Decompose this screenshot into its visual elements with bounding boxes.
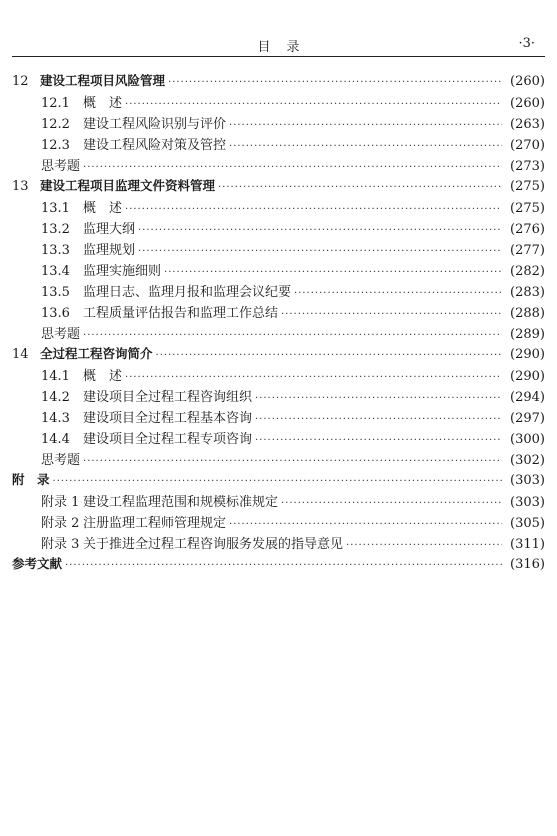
toc-entry-page: (294) <box>510 390 545 405</box>
toc-entry-page: (300) <box>510 432 545 447</box>
toc-section-entry[interactable] <box>12 239 545 260</box>
dot-leader <box>229 120 502 131</box>
toc-entry-page: (275) <box>510 201 545 216</box>
dot-leader <box>138 246 502 257</box>
toc-entry-page: (290) <box>510 347 545 362</box>
toc-entry-number: 14.4 <box>41 432 70 447</box>
dot-leader <box>346 540 502 551</box>
toc-chapter-entry[interactable] <box>12 71 545 92</box>
toc-chapter-entry[interactable] <box>12 554 545 575</box>
toc-chapter-entry[interactable] <box>12 176 545 197</box>
toc-entry-title: 思考题 <box>41 327 81 342</box>
toc-section-entry[interactable] <box>12 533 545 554</box>
dot-leader <box>168 77 502 88</box>
toc-entry-title: 建设项目全过程工程咨询组织 <box>83 390 253 405</box>
toc-section-entry[interactable] <box>12 428 545 449</box>
toc-section-entry[interactable] <box>12 449 545 470</box>
toc-section-entry[interactable] <box>12 134 545 155</box>
toc-section-entry[interactable] <box>12 512 545 533</box>
toc-entry-page: (273) <box>510 159 545 174</box>
toc-entry-page: (297) <box>510 411 545 426</box>
toc-entry-number: 12.2 <box>41 117 70 132</box>
toc-entry-number: 14 <box>12 347 29 362</box>
toc-section-entry[interactable] <box>12 365 545 386</box>
toc-section-entry[interactable] <box>12 302 545 323</box>
toc-entry-title: 关于推进全过程工程咨询服务发展的指导意见 <box>83 537 344 552</box>
table-of-contents <box>12 71 545 575</box>
page-number: ·3· <box>518 36 535 51</box>
toc-entry-page: (260) <box>510 74 545 89</box>
toc-section-entry[interactable] <box>12 260 545 281</box>
dot-leader <box>83 162 502 173</box>
running-header <box>12 34 545 57</box>
dot-leader <box>125 372 502 383</box>
toc-entry-title: 监理大纲 <box>83 222 136 237</box>
toc-entry-number: 14.1 <box>41 369 70 384</box>
toc-entry-title: 思考题 <box>41 159 81 174</box>
toc-entry-title: 监理规划 <box>83 243 136 258</box>
toc-entry-number: 12 <box>12 74 29 89</box>
toc-chapter-entry[interactable] <box>12 344 545 365</box>
dot-leader <box>218 182 502 193</box>
toc-entry-title: 建设项目全过程工程基本咨询 <box>83 411 253 426</box>
dot-leader <box>125 204 502 215</box>
toc-entry-number: 13 <box>12 179 29 194</box>
toc-entry-title: 注册监理工程师管理规定 <box>83 516 227 531</box>
toc-entry-page: (302) <box>510 453 545 468</box>
toc-entry-number: 14.2 <box>41 390 70 405</box>
toc-section-entry[interactable] <box>12 197 545 218</box>
toc-entry-page: (311) <box>510 537 545 552</box>
dot-leader <box>255 414 502 425</box>
toc-section-entry[interactable] <box>12 281 545 302</box>
dot-leader <box>65 560 502 571</box>
toc-entry-page: (263) <box>510 117 545 132</box>
toc-entry-title: 建设工程风险对策及管控 <box>83 138 227 153</box>
toc-entry-number: 12.1 <box>41 96 70 111</box>
toc-entry-title: 监理实施细则 <box>83 264 162 279</box>
toc-entry-page: (283) <box>510 285 545 300</box>
toc-section-entry[interactable] <box>12 491 545 512</box>
toc-entry-page: (275) <box>510 179 545 194</box>
dot-leader <box>164 267 502 278</box>
toc-entry-page: (303) <box>510 473 545 488</box>
dot-leader <box>255 435 502 446</box>
toc-entry-page: (282) <box>510 264 545 279</box>
toc-section-entry[interactable] <box>12 92 545 113</box>
dot-leader <box>255 393 502 404</box>
toc-entry-number: 13.2 <box>41 222 70 237</box>
toc-entry-number: 14.3 <box>41 411 70 426</box>
toc-entry-number: 12.3 <box>41 138 70 153</box>
toc-entry-number: 13.4 <box>41 264 70 279</box>
toc-entry-title: 参考文献 <box>12 556 63 571</box>
dot-leader <box>281 498 502 509</box>
toc-entry-title: 建设工程项目监理文件资料管理 <box>40 178 216 193</box>
toc-section-entry[interactable] <box>12 407 545 428</box>
toc-entry-title: 建设工程监理范围和规模标准规定 <box>83 495 279 510</box>
toc-entry-title: 工程质量评估报告和监理工作总结 <box>83 306 279 321</box>
dot-leader <box>83 456 502 467</box>
dot-leader <box>156 350 502 361</box>
toc-entry-page: (305) <box>510 516 545 531</box>
dot-leader <box>83 330 502 341</box>
title-char-1: 目 <box>257 40 271 55</box>
toc-entry-title: 概 述 <box>83 96 123 111</box>
toc-entry-number: 附录 2 <box>41 516 80 531</box>
toc-entry-number: 附录 1 <box>41 495 80 510</box>
toc-entry-number: 13.1 <box>41 201 70 216</box>
dot-leader <box>53 476 502 487</box>
toc-entry-page: (303) <box>510 495 545 510</box>
toc-section-entry[interactable] <box>12 386 545 407</box>
toc-section-entry[interactable] <box>12 218 545 239</box>
toc-entry-page: (290) <box>510 369 545 384</box>
page-title <box>12 36 545 55</box>
dot-leader <box>125 99 502 110</box>
toc-entry-title: 全过程工程咨询简介 <box>40 346 153 361</box>
toc-entry-title: 概 述 <box>83 201 123 216</box>
toc-entry-page: (289) <box>510 327 545 342</box>
toc-entry-number: 13.3 <box>41 243 70 258</box>
toc-entry-page: (316) <box>510 557 545 572</box>
title-char-2: 录 <box>286 40 300 55</box>
toc-entry-title: 附 录 <box>12 472 50 487</box>
toc-entry-number: 附录 3 <box>41 537 80 552</box>
toc-entry-title: 建设项目全过程工程专项咨询 <box>83 432 253 447</box>
toc-entry-number: 13.5 <box>41 285 70 300</box>
dot-leader <box>229 519 502 530</box>
toc-entry-page: (260) <box>510 96 545 111</box>
toc-section-entry[interactable] <box>12 155 545 176</box>
dot-leader <box>138 225 502 236</box>
toc-entry-title: 监理日志、监理月报和监理会议纪要 <box>83 285 292 300</box>
toc-entry-page: (276) <box>510 222 545 237</box>
toc-entry-page: (288) <box>510 306 545 321</box>
dot-leader <box>229 141 502 152</box>
toc-entry-title: 建设工程风险识别与评价 <box>83 117 227 132</box>
toc-entry-page: (270) <box>510 138 545 153</box>
toc-entry-number: 13.6 <box>41 306 70 321</box>
toc-entry-title: 建设工程项目风险管理 <box>40 73 166 88</box>
toc-entry-title: 思考题 <box>41 453 81 468</box>
toc-entry-page: (277) <box>510 243 545 258</box>
dot-leader <box>294 288 502 299</box>
toc-section-entry[interactable] <box>12 113 545 134</box>
dot-leader <box>281 309 502 320</box>
toc-chapter-entry[interactable] <box>12 470 545 491</box>
toc-section-entry[interactable] <box>12 323 545 344</box>
toc-entry-title: 概 述 <box>83 369 123 384</box>
